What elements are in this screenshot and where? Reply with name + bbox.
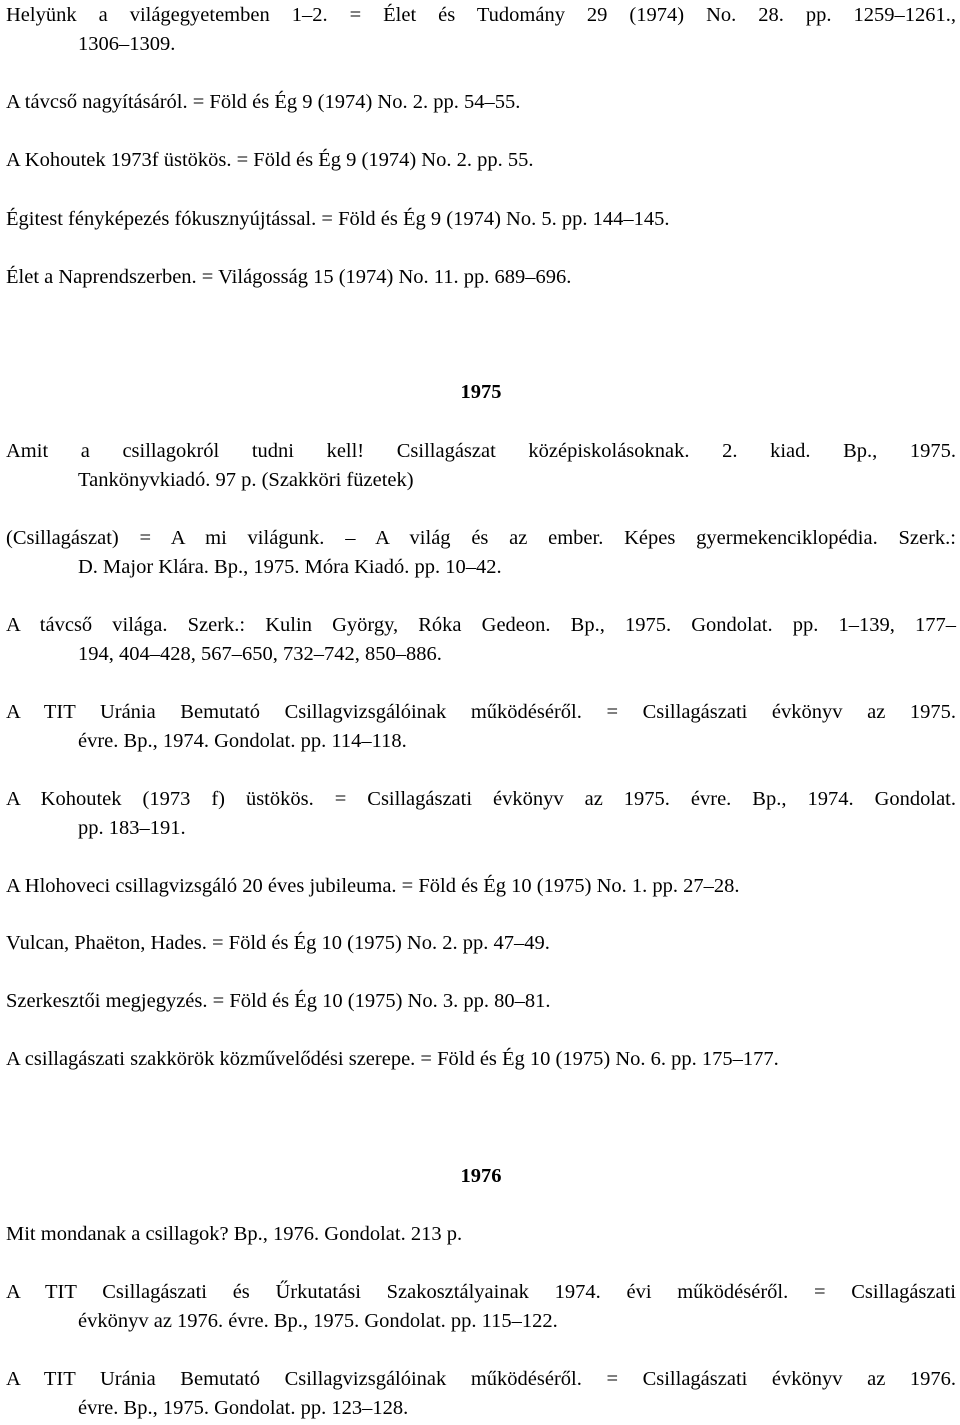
entry-line: pp. 183–191. <box>78 817 186 839</box>
bibliography-entry <box>6 987 956 1016</box>
entry-line: D. Major Klára. Bp., 1975. Móra Kiadó. pp. 10–42. <box>78 556 502 578</box>
entry-line: Élet a Naprendszerben. = Világosság 15 (1974) No. 11. pp. 689–696. <box>6 266 572 288</box>
entry-line: Vulcan, Phaëton, Hades. = Föld és Ég 10 (1975) No. 2. pp. 47–49. <box>6 932 550 954</box>
entry-line: (Csillagászat) = A mi világunk. – A világ és az ember. Képes gyermekenciklopédia. Szerk.: <box>6 527 956 549</box>
bibliography-entry <box>6 872 956 901</box>
bibliography-entry <box>6 437 956 495</box>
entry-line: A Hlohoveci csillagvizsgáló 20 éves jubileuma. = Föld és Ég 10 (1975) No. 1. pp. 27–28. <box>6 875 740 897</box>
bibliography-entry <box>6 88 956 117</box>
entry-line: Amit a csillagokról tudni kell! Csillagászat középiskolásoknak. 2. kiad. Bp., 1975. <box>6 440 956 462</box>
bibliography-entry <box>6 1365 956 1423</box>
entry-line: A távcső nagyításáról. = Föld és Ég 9 (1974) No. 2. pp. 54–55. <box>6 91 521 113</box>
entry-line: évre. Bp., 1974. Gondolat. pp. 114–118. <box>78 730 407 752</box>
entry-line: Tankönyvkiadó. 97 p. (Szakköri füzetek) <box>78 469 414 491</box>
entry-line: A TIT Uránia Bemutató Csillagvizsgálóinak működéséről. = Csillagászati évkönyv az 1976. <box>6 1368 956 1390</box>
entry-line: évkönyv az 1976. évre. Bp., 1975. Gondolat. pp. 115–122. <box>78 1310 558 1332</box>
year-heading: 1975 <box>460 381 502 403</box>
bibliography-entry <box>6 698 956 756</box>
bibliography-entry <box>6 263 956 292</box>
bibliography-entry <box>6 524 956 582</box>
entry-line: Szerkesztői megjegyzés. = Föld és Ég 10 (1975) No. 3. pp. 80–81. <box>6 990 551 1012</box>
entry-line: Helyünk a világegyetemben 1–2. = Élet és Tudomány 29 (1974) No. 28. pp. 1259–1261., <box>6 4 956 26</box>
bibliography-entry <box>6 1278 956 1336</box>
bibliography-entry <box>6 929 956 958</box>
entry-line: évre. Bp., 1975. Gondolat. pp. 123–128. <box>78 1397 409 1419</box>
entry-line: A TIT Csillagászati és Űrkutatási Szakosztályainak 1974. évi működéséről. = Csillagászati <box>6 1281 956 1303</box>
entry-line: Mit mondanak a csillagok? Bp., 1976. Gondolat. 213 p. <box>6 1223 463 1245</box>
entry-line: Égitest fényképezés fókusznyújtással. = Föld és Ég 9 (1974) No. 5. pp. 144–145. <box>6 208 670 230</box>
bibliography-entry <box>6 785 956 843</box>
year-heading: 1976 <box>460 1165 502 1187</box>
bibliography-entry <box>6 1045 956 1074</box>
entry-line: 194, 404–428, 567–650, 732–742, 850–886. <box>78 643 442 665</box>
entry-line: A csillagászati szakkörök közművelődési szerepe. = Föld és Ég 10 (1975) No. 6. pp. 175–177. <box>6 1048 779 1070</box>
entry-line: A TIT Uránia Bemutató Csillagvizsgálóinak működéséről. = Csillagászati évkönyv az 1975. <box>6 701 956 723</box>
bibliography-entry <box>6 1220 956 1249</box>
bibliography-entry <box>6 611 956 669</box>
entry-line: A távcső világa. Szerk.: Kulin György, Róka Gedeon. Bp., 1975. Gondolat. pp. 1–139, 177– <box>6 614 956 636</box>
entry-line: A Kohoutek (1973 f) üstökös. = Csillagászati évkönyv az 1975. évre. Bp., 1974. Gondolat. <box>6 788 956 810</box>
bibliography-entry <box>6 205 956 234</box>
entry-line: 1306–1309. <box>78 33 176 55</box>
entry-line: A Kohoutek 1973f üstökös. = Föld és Ég 9 (1974) No. 2. pp. 55. <box>6 149 534 171</box>
bibliography-entry <box>6 146 956 175</box>
bibliography-entry <box>6 1 956 59</box>
